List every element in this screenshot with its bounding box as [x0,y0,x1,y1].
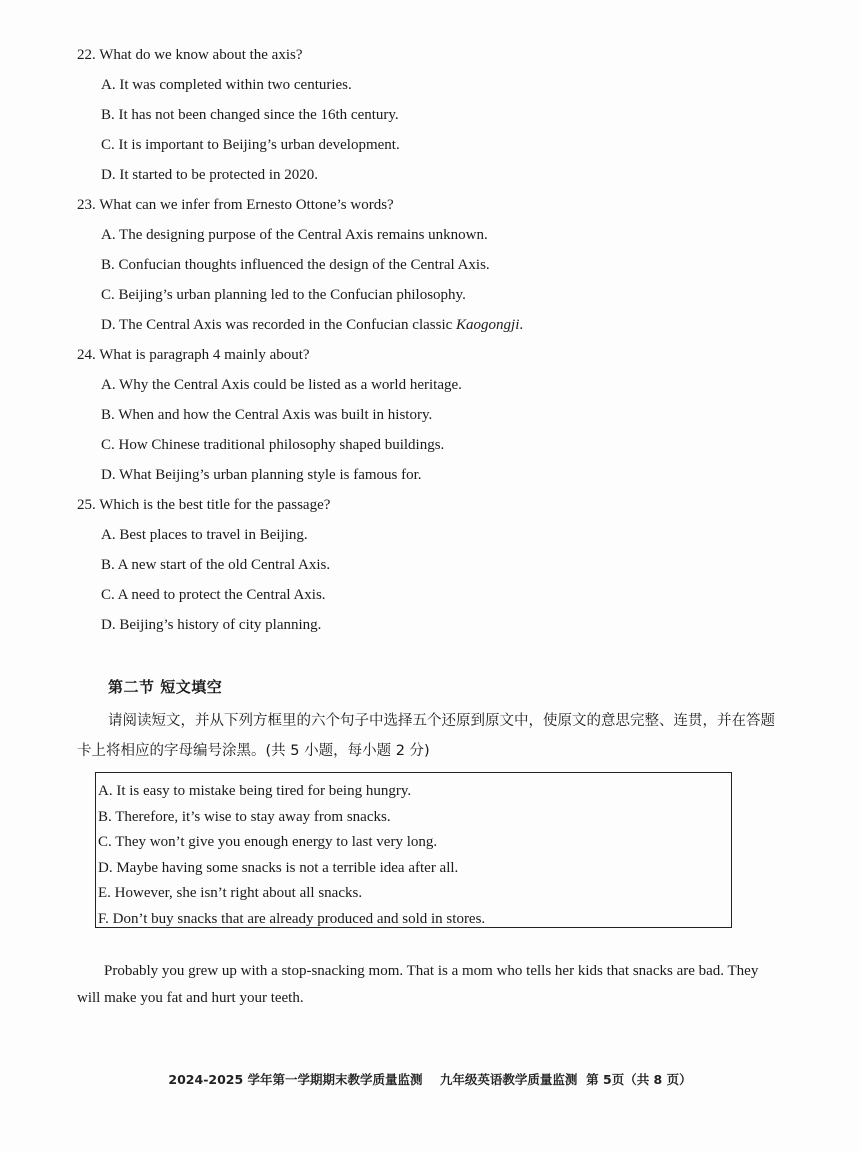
option-b: B. A new start of the old Central Axis. [101,557,331,573]
option-d: D. Beijing’s history of city planning. [101,617,322,633]
sentence-options-box [95,772,732,928]
option-b: B. Confucian thoughts influenced the design of the Central Axis. [101,257,490,273]
question-stem: 24. What is paragraph 4 mainly about? [77,347,310,363]
section-instruction: 请阅读短文，并从下列方框里的六个句子中选择五个还原到原文中，使原文的意思完整、连贯，并在答题卡上将相应的字母编号涂黑。(共 5 小题，每小题 2 分) [77,713,775,759]
question-stem: 23. What can we infer from Ernesto Ottone’s words? [77,197,394,213]
option-d [101,315,523,335]
option-c: C. It is important to Beijing’s urban development. [101,137,400,153]
question-23 [77,195,523,335]
option-c: C. A need to protect the Central Axis. [101,587,326,603]
option-d-italic-title: Kaogongji [456,317,520,333]
option-d-period: . [519,317,524,333]
box-option-c: C. They won’t give you enough energy to last very long. [98,834,438,850]
option-b: B. When and how the Central Axis was built in history. [101,407,433,423]
box-option-b: B. Therefore, it’s wise to stay away from snacks. [98,808,391,825]
option-c: C. How Chinese traditional philosophy shaped buildings. [101,437,445,453]
box-option-f: F. Don’t buy snacks that are already produced and sold in stores. [98,910,486,927]
box-option-a: A. It is easy to mistake being tired for being hungry. [98,783,412,799]
option-a: A. Why the Central Axis could be listed as a world heritage. [101,377,462,393]
page-footer: 2024-2025 学年第一学期期末教学质量监测 九年级英语教学质量监测 第 5页（共 8 页） [168,1072,692,1087]
passage-paragraph: Probably you grew up with a stop-snacking mom. That is a mom who tells her kids that snacks are bad. They will make you fat and hurt your teeth. [77,963,759,1006]
question-stem: 22. What do we know about the axis? [77,47,303,63]
question-22 [77,45,400,185]
box-option-d: D. Maybe having some snacks is not a terrible idea after all. [98,859,459,876]
option-d: D. It started to be protected in 2020. [101,167,319,183]
question-25 [77,495,330,635]
option-a: A. Best places to travel in Beijing. [101,527,308,543]
option-d: D. What Beijing’s urban planning style is famous for. [101,467,422,483]
question-24 [77,345,462,485]
option-d-text: D. The Central Axis was recorded in the Confucian classic [101,317,457,333]
option-b: B. It has not been changed since the 16th century. [101,107,399,123]
option-a: A. It was completed within two centuries. [101,77,352,93]
section-title: 第二节 短文填空 [108,678,223,696]
option-a: A. The designing purpose of the Central Axis remains unknown. [101,227,488,243]
question-stem: 25. Which is the best title for the passage? [77,497,331,513]
box-option-e: E. However, she isn’t right about all snacks. [98,885,363,901]
option-c: C. Beijing’s urban planning led to the Confucian philosophy. [101,287,466,303]
